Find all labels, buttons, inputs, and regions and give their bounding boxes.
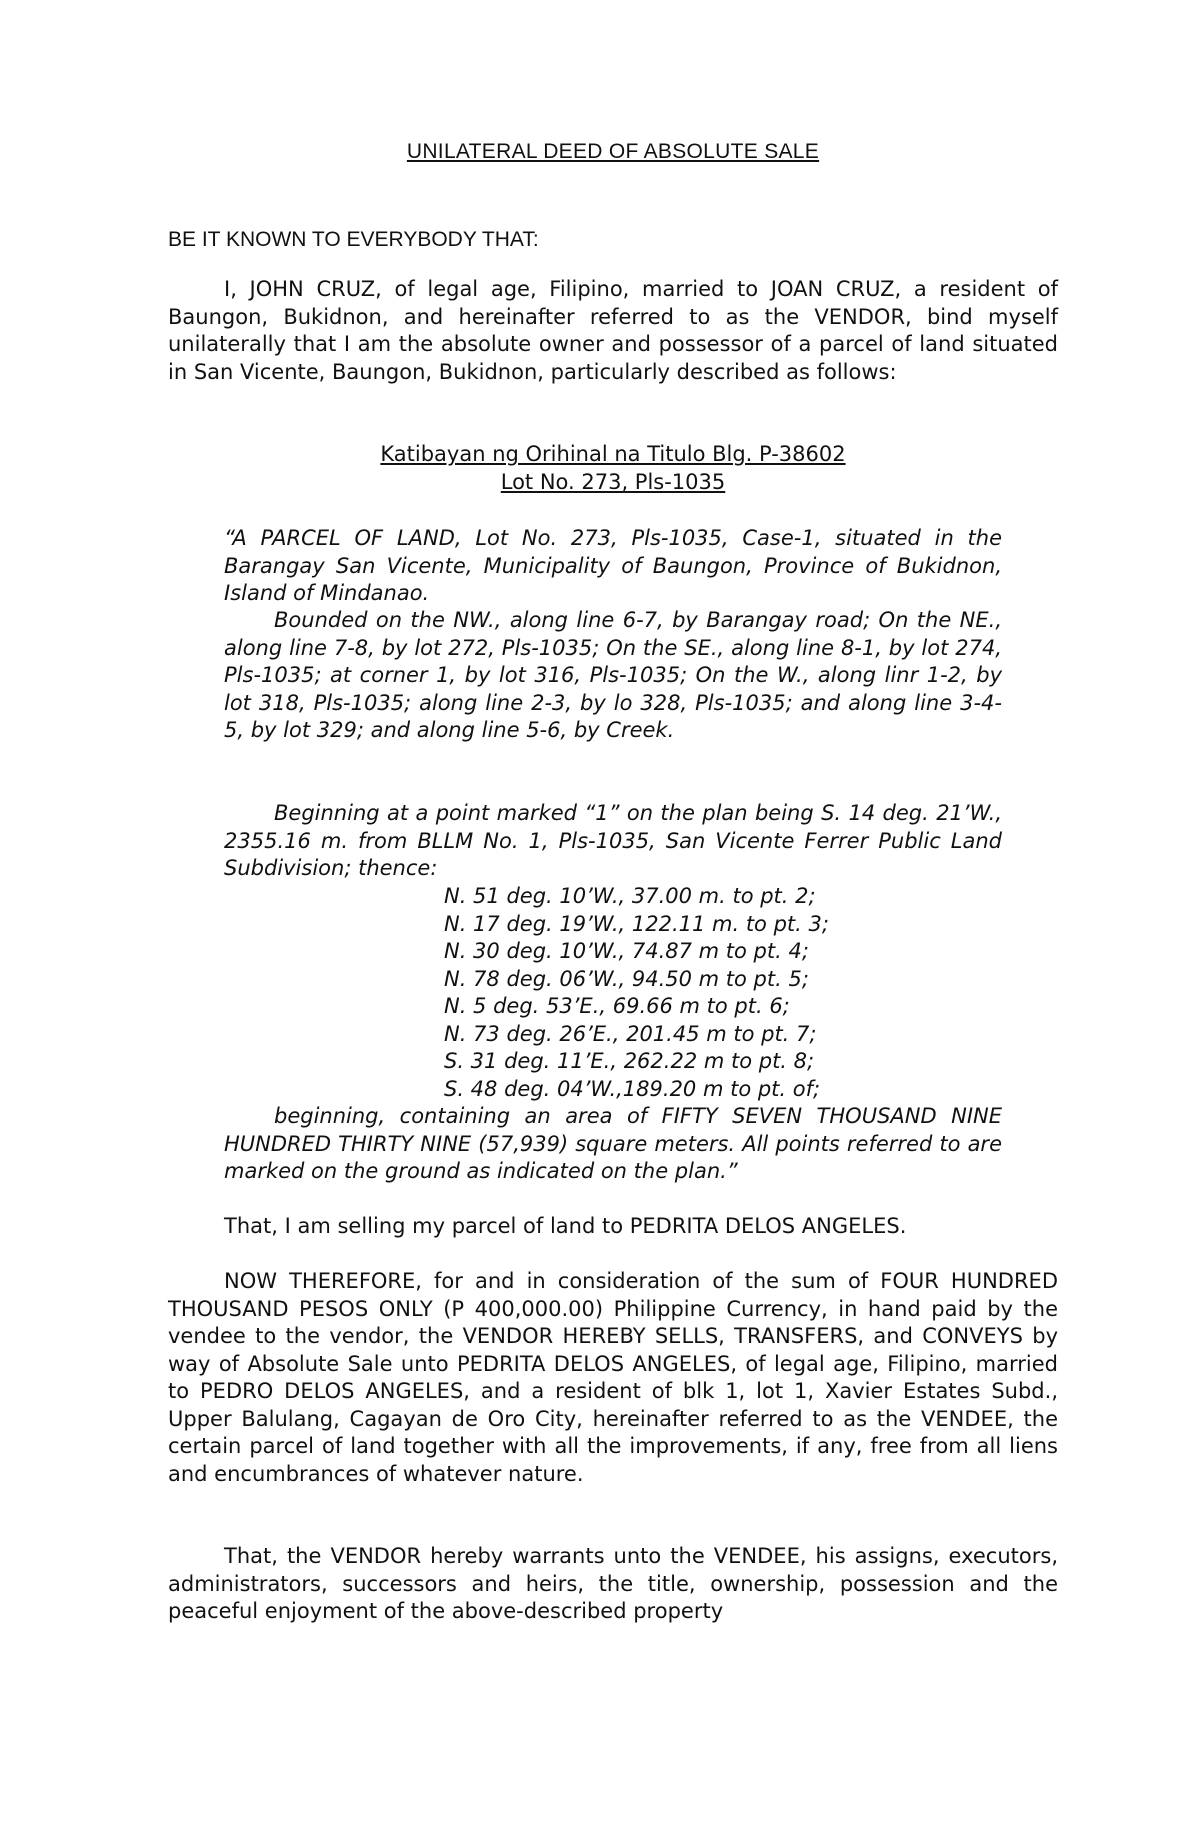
bearing-item: N. 51 deg. 10’W., 37.00 m. to pt. 2;: [444, 884, 816, 908]
lot-reference: [168, 468, 1058, 496]
document-title: UNILATERAL DEED OF ABSOLUTE SALE: [406, 140, 820, 163]
area-text: beginning, containing an area of FIFTY SEVEN THOUSAND NINE HUNDRED THIRTY NINE (57,939) square meters. All points referred to are marked on the ground as indicated on the plan.”: [224, 1104, 1002, 1183]
land-description-1: “A PARCEL OF LAND, Lot No. 273, Pls-1035, Case-1, situated in the Barangay San Vicente, Municipality of Baungon, Province of Bukidnon, Island of Mindanao.: [224, 526, 1002, 605]
bearing-item: N. 73 deg. 26’E., 201.45 m to pt. 7;: [444, 1021, 817, 1046]
land-description-4: [224, 1103, 1002, 1186]
intro-line: BE IT KNOWN TO EVERYBODY THAT:: [168, 228, 539, 251]
lot-reference-text: Lot No. 273, Pls-1035: [500, 470, 726, 494]
bearing-item: N. 30 deg. 10’W., 74.87 m to pt. 4;: [444, 939, 809, 963]
bearing-item: N. 5 deg. 53’E., 69.66 m to pt. 6;: [444, 994, 790, 1018]
vendor-paragraph: [168, 276, 1058, 386]
consideration-paragraph: [168, 1268, 1058, 1488]
bearing-item: S. 48 deg. 04’W.,189.20 m to pt. of;: [444, 1076, 821, 1101]
bearing-item: S. 31 deg. 11’E., 262.22 m to pt. 8;: [444, 1049, 815, 1073]
consideration-text: NOW THEREFORE, for and in consideration of the sum of FOUR HUNDRED THOUSAND PESOS ONLY (P 400,000.00) Philippine Currency, in hand paid by the vendee to the vendor, the VENDOR HEREBY SELLS, TRANSFERS, and CONVEYS by way of Absolute Sale unto PEDRITA DELOS ANGELES, of legal age, Filipino, married to PEDRO DELOS ANGELES, and a resident of blk 1, lot 1, Xavier Estates Subd., Upper Balulang, Cagayan de Oro City, hereinafter referred to as the VENDEE, the certain parcel of land together with all the improvements, if any, free from all liens and encumbrances of whatever nature.: [168, 1269, 1058, 1486]
title-reference-text: Katibayan ng Orihinal na Titulo Blg. P-38602: [380, 442, 846, 466]
document-page: [168, 140, 1058, 1623]
selling-line: That, I am selling my parcel of land to PEDRITA DELOS ANGELES.: [224, 1214, 907, 1238]
vendor-paragraph-text: I, JOHN CRUZ, of legal age, Filipino, married to JOAN CRUZ, a resident of Baungon, Bukidnon, and hereinafter referred to as the VENDOR, bind myself unilaterally that I am the absolute owner and possessor of a parcel of land situated in San Vicente, Baungon, Bukidnon, particularly described as follows:: [168, 277, 1058, 384]
boundaries-text: Bounded on the NW., along line 6-7, by Barangay road; On the NE., along line 7-8, by lot 272, Pls-1035; On the SE., along line 8-1, by lot 274, Pls-1035; at corner 1, by lot 316, Pls-1035; On the W., along linr 1-2, by lot 318, Pls-1035; along line 2-3, by lo 328, Pls-1035; and along line 3-4-5, by lot 329; and along line 5-6, by Creek.: [224, 608, 1002, 742]
bearings-list: [444, 883, 829, 1103]
bearing-item: N. 78 deg. 06’W., 94.50 m to pt. 5;: [444, 966, 809, 991]
bearing-item: N. 17 deg. 19’W., 122.11 m. to pt. 3;: [444, 911, 829, 936]
land-description-3: [224, 800, 1002, 883]
warranty-paragraph: [168, 1543, 1058, 1626]
title-reference: [168, 440, 1058, 468]
warranty-text: That, the VENDOR hereby warrants unto the VENDEE, his assigns, executors, administrators, successors and heirs, the title, ownership, possession and the peaceful enjoyment of the above-described property: [168, 1544, 1058, 1623]
beginning-text: Beginning at a point marked “1” on the plan being S. 14 deg. 21’W., 2355.16 m. from BLLM No. 1, Pls-1035, San Vicente Ferrer Public Land Subdivision; thence:: [224, 801, 1002, 880]
land-description-2: [224, 607, 1002, 745]
